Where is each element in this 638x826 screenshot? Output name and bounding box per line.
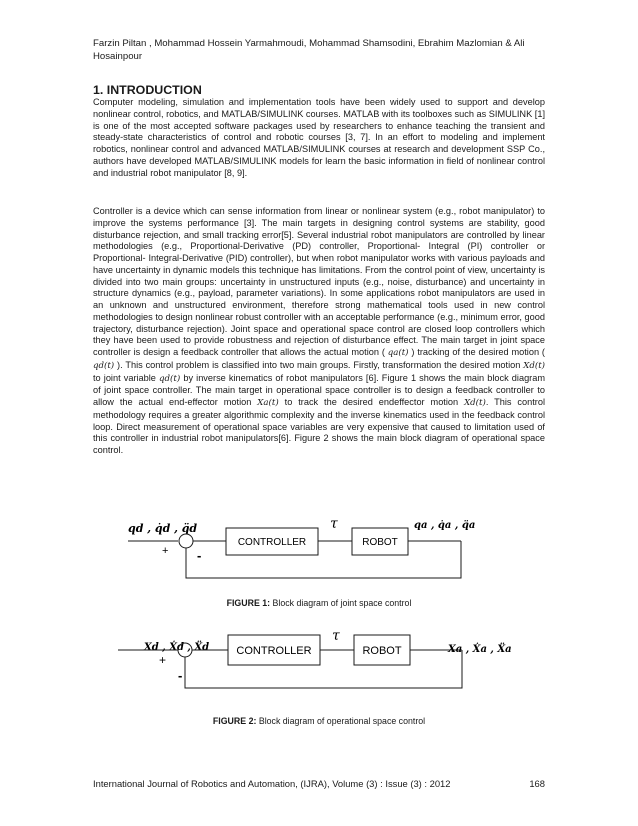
figure-1-caption [0,598,638,608]
figure-2-caption-label: FIGURE 2: [212,716,257,726]
figure-2-robot-label: ROBOT [362,645,402,657]
figure-2-feedback-path [185,650,462,688]
figure-1-summing-junction [179,534,193,548]
paragraph-2-text: Controller is a device which can sense information from linear or nonlinear system (e.g., robot manipulator) to improve the systems performance [3]. The main targets in designing control systems are stability, good disturbance rejection, and small tracking error[5]. Several industrial robot manipulators are controlled by linear methodologies (e.g., Proportional-Derivative (PD) controller, Proportional- Integral (PI) controller or Proportional- Integral-Derivative (PID) controller), but when robot manipulator works with various payloads and have uncertainty in dynamic models this technique has limitations. From the control point of view, uncertainty is divided into two main groups: uncertainty in unstructured inputs (e.g., noise, disturbance) and uncertainty in structure dynamics (e.g., payload, parameter variations). In some applications robot manipulators are used in an unknown and unstructured environment, therefore strong mathematical tools used in new control methodologies to design nonlinear robust controller with an acceptable performance (e.g., minimum error, good trajectory, disturbance rejection). Joint space and operational space control are closed loop controllers which they have been used to provide robustness and rejection of disturbance effect. The main target in joint space controller is design a feedback controller that allows the actual motion ( [93,206,545,357]
symbol-qa: qa(t) [387,348,409,358]
figure-2-plus-sign: + [159,653,167,667]
figure-1-plus-sign: + [162,545,169,557]
figure-2-tau-symbol: τ [332,628,340,644]
figure-2-input-label: Xd , Ẋd , Ẍd [144,642,210,653]
symbol-xa: Xa(t) [257,398,279,408]
paragraph-2-text: by inverse kinematics of robot manipulators [6]. Figure 1 shows the main block diagram of joint space controller. The main target in operational space controller is to design a feedback controller to allow the actual end-effector motion [93,372,546,407]
figure-2-caption-text: Block diagram of operational space control [256,716,426,726]
paragraph-1: Computer modeling, simulation and implementation tools have been widely used to support and develop nonlinear control, robotics, and MATLAB/SIMULINK courses. MATLAB with its toolboxes such as SIMULINK [1] is one of the most accepted software packages used by researchers to enhance teaching the transient and steady-state characteristics of control and robotic courses [3, 7]. In an effort to modeling and implement robotics, nonlinear control and advanced MATLAB/SIMULINK courses at research and development SSP Co., authors have developed MATLAB/SIMULINK models for learn the basic information in field of nonlinear control and industrial robot manipulator [8, 9]. [93,97,545,178]
symbol-xd: Xd(t) [523,360,546,371]
figure-1-controller-label: CONTROLLER [237,537,307,548]
figure-1-output-label: qa , q̇a , q̈a [414,520,476,531]
figure-2-controller-label: CONTROLLER [236,645,312,657]
paragraph-2-text: ). This control problem is classified into two main groups. Firstly, transformation the desired motion [117,359,521,370]
paragraph-2-text: . This control methodology requires a greater algorithmic complexity and the inverse kinematics used in the feedback control loop. Direct measurement of operational space variables are very expensive that caused to limitation used of this controller in industrial robot manipulators[6]. Figure 2 shows the main block diagram of operational space control. [93,397,546,455]
figure-1-caption-label: FIGURE 1: [226,598,271,608]
section-heading: 1. INTRODUCTION [93,83,202,97]
paragraph-2-text: ) tracking of the desired motion ( [411,347,545,357]
page-footer [93,778,545,789]
figure-1-tau-symbol: τ [330,516,338,532]
symbol-qd: qd(t) [93,360,115,371]
figure-1-robot-label: ROBOT [362,537,398,548]
footer-journal: International Journal of Robotics and Automation, (IJRA), Volume (3) : Issue (3) : 2012 [93,778,451,789]
symbol-qd: qd(t) [159,373,181,384]
figure-1-input-label: qd , q̇d , q̈d [128,522,198,535]
figure-1-caption-text: Block diagram of joint space control [270,598,412,608]
figure-2-minus-sign: - [178,668,183,683]
figure-1-minus-sign: - [197,548,202,563]
figure-2-caption [0,716,638,726]
paragraph-2-text: to joint variable [93,372,156,383]
figure-2-output-label: Xa , Ẋa , Ẍa [448,644,512,655]
running-header-authors: Farzin Piltan , Mohammad Hossein Yarmahmoudi, Mohammad Shamsodini, Ebrahim Mazlomian & Ali Hosainpour [93,38,525,62]
symbol-xd: Xd(t) [464,398,486,408]
footer-page-number: 168 [529,778,545,789]
paragraph-2-text: to track the desired endeffector motion [284,397,459,407]
